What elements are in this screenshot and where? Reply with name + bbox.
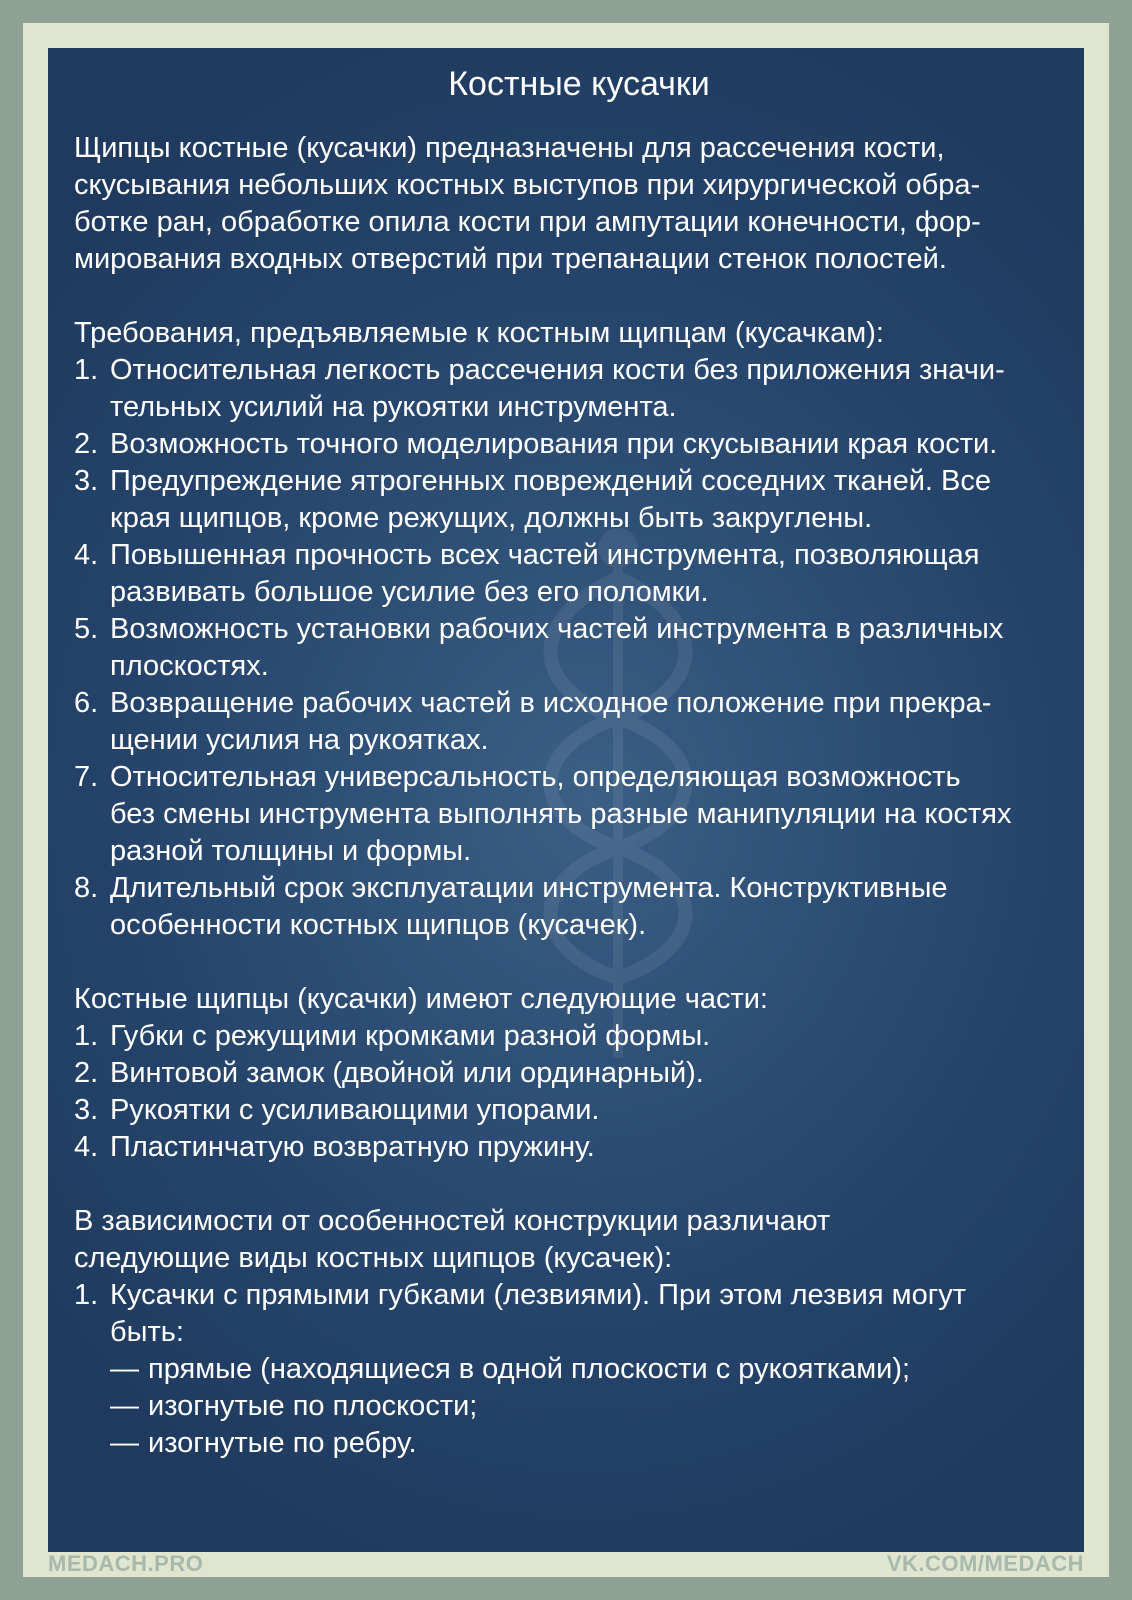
list-text: Относительная легкость рассечения кости без приложения значи- тельных усилий на рукоятки инструмента.	[110, 354, 1005, 423]
list-number: 5.	[74, 613, 99, 645]
list-text: Повышенная прочность всех частей инструмента, позволяющая развивать большое усилие без его поломки.	[110, 539, 980, 608]
dash-bullet: —	[110, 1390, 139, 1422]
types-section	[74, 1203, 1074, 1462]
list-number: 1.	[74, 1020, 99, 1052]
dash-bullet: —	[110, 1353, 139, 1385]
page-title: Костные кусачки	[448, 65, 710, 103]
dash-text: изогнутые по ребру.	[148, 1427, 417, 1459]
dash-list-item	[110, 1388, 1074, 1425]
list-item	[74, 1129, 1074, 1166]
parts-section	[74, 981, 1074, 1166]
list-number: 4.	[74, 1131, 99, 1163]
list-item	[74, 1092, 1074, 1129]
list-item	[74, 611, 1074, 685]
list-text: Винтовой замок (двойной или ординарный).	[110, 1057, 704, 1089]
list-text: Предупреждение ятрогенных повреждений соседних тканей. Все края щипцов, кроме режущих, должны быть закруглены.	[110, 465, 992, 534]
list-number: 6.	[74, 687, 99, 719]
footer-site-label: MEDACH.PRO	[48, 1551, 204, 1576]
dash-text: прямые (находящиеся в одной плоскости с рукоятками);	[148, 1353, 911, 1385]
list-text: Относительная универсальность, определяющая возможность без смены инструмента выполнять разные манипуляции на костях разной толщины и формы.	[110, 761, 1012, 867]
list-item	[74, 537, 1074, 611]
dash-list-item	[110, 1425, 1074, 1462]
parts-heading: Костные щипцы (кусачки) имеют следующие части:	[74, 983, 768, 1015]
list-text: Кусачки с прямыми губками (лезвиями). При этом лезвия могут быть:	[110, 1279, 967, 1348]
list-number: 1.	[74, 1279, 99, 1311]
dash-text: изогнутые по плоскости;	[148, 1390, 478, 1422]
dash-bullet: —	[110, 1427, 139, 1459]
list-item	[74, 352, 1074, 426]
list-number: 3.	[74, 1094, 99, 1126]
list-item	[74, 463, 1074, 537]
list-number: 2.	[74, 1057, 99, 1089]
list-number: 1.	[74, 354, 99, 386]
types-heading: В зависимости от особенностей конструкции различают следующие виды костных щипцов (кусачек):	[74, 1205, 831, 1274]
list-text: Рукоятки с усиливающими упорами.	[110, 1094, 600, 1126]
list-item	[74, 1018, 1074, 1055]
content	[74, 64, 1074, 1462]
list-item	[74, 870, 1074, 944]
list-number: 3.	[74, 465, 99, 497]
list-number: 8.	[74, 872, 99, 904]
list-item	[74, 426, 1074, 463]
list-text: Возможность установки рабочих частей инструмента в различных плоскостях.	[110, 613, 1004, 682]
list-text: Длительный срок эксплуатации инструмента. Конструктивные особенности костных щипцов (кусачек).	[110, 872, 948, 941]
requirements-heading: Требования, предъявляемые к костным щипцам (кусачкам):	[74, 317, 884, 349]
footer-vk-label: VK.COM/MEDACH	[886, 1551, 1084, 1576]
list-item	[74, 759, 1074, 870]
content-panel	[48, 48, 1084, 1552]
list-number: 4.	[74, 539, 99, 571]
list-item	[74, 685, 1074, 759]
list-text: Пластинчатую возвратную пружину.	[110, 1131, 595, 1163]
list-item	[74, 1277, 1074, 1351]
list-text: Губки с режущими кромками разной формы.	[110, 1020, 711, 1052]
list-text: Возвращение рабочих частей в исходное положение при прекра- щении усилия на рукоятках.	[110, 687, 992, 756]
list-item	[74, 1055, 1074, 1092]
list-number: 2.	[74, 428, 99, 460]
list-number: 7.	[74, 761, 99, 793]
intro-paragraph: Щипцы костные (кусачки) предназначены для рассечения кости, скусывания небольших костных выступов при хирургической обра- ботке ран, обработке опила кости при ампутации конечности, фор- мирования входных отверстий при трепанации стенок полостей.	[74, 132, 981, 275]
dash-list-item	[110, 1351, 1074, 1388]
list-text: Возможность точного моделирования при скусывании края кости.	[110, 428, 998, 460]
requirements-section	[74, 315, 1074, 944]
